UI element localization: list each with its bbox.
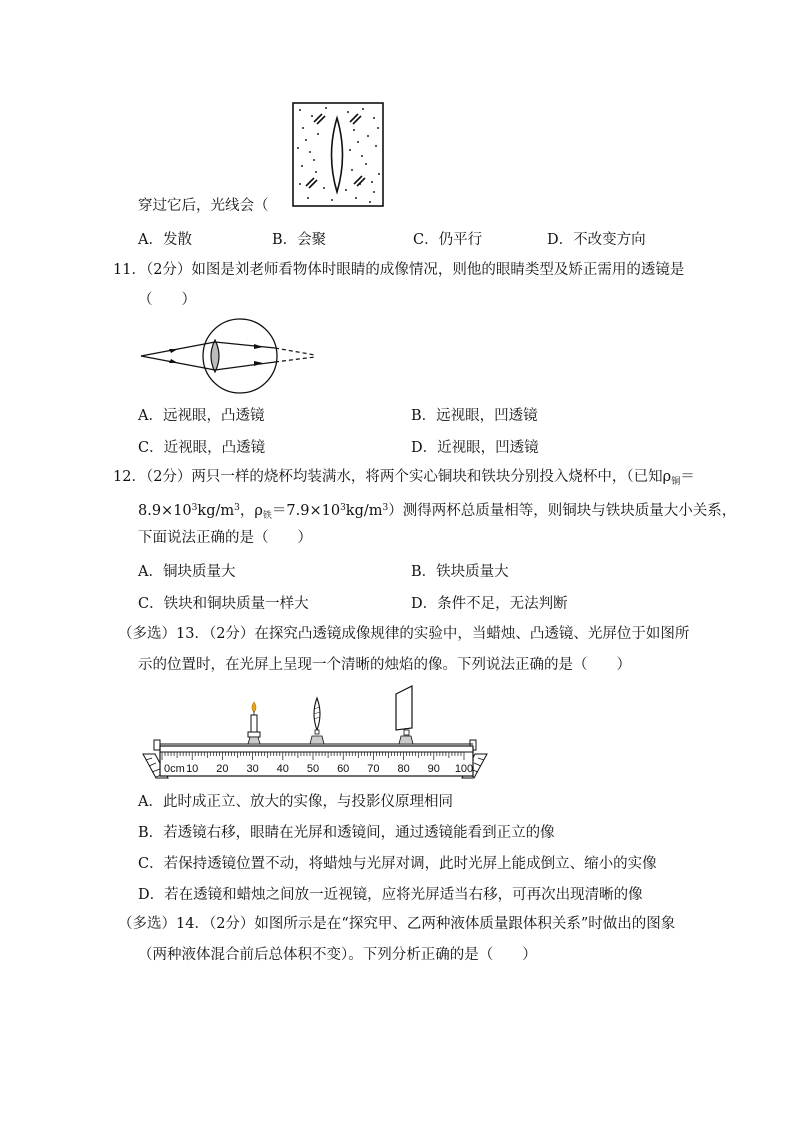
light-screen [396,686,413,744]
ruler-label: 0cm [164,763,185,775]
q12-option-a: A．铜块质量大 [138,564,236,580]
ruler-label: 50 [306,763,320,775]
q13-option-c: C．若保持透镜位置不动，将蜡烛与光屏对调，此时光屏上能成倒立、缩小的实像 [138,856,657,872]
q12-stem-line3: 下面说法正确的是（ ） [138,530,312,546]
q10-option-c: C．仍平行 [413,232,483,248]
q13-stem-line2: 示的位置时，在光屏上呈现一个清晰的烛焰的像。下列说法正确的是（ ） [138,657,631,673]
ruler-label: 60 [337,763,350,775]
ruler-label: 70 [367,763,380,775]
ruler-label: 40 [276,763,289,775]
q11-stem-line2: （ ） [138,292,196,308]
q10-option-b: B．会聚 [272,232,327,248]
candle [248,702,260,744]
ruler-label: 10 [186,763,199,775]
ruler-label: 100 [454,763,474,775]
convex-lens [310,698,324,744]
q10-option-a: A．发散 [138,232,192,248]
q12-stem-line2: $8.9\times 10^3kg/m^3$，$\rho_铁=7.9\times 10^3kg/m^3$）测得两杯总质量相等，则铜块与铁块质量大小关系， [138,503,737,521]
q10-option-d: D．不改变方向 [547,232,646,248]
ruler-label: 80 [397,763,410,775]
q12-option-d: D．条件不足，无法判断 [411,596,568,612]
ruler-label: 20 [216,763,229,775]
q11-option-a: A．远视眼，凸透镜 [138,408,265,424]
optical-bench-figure [140,684,496,784]
q13-option-b: B．若透镜右移，眼睛在光屏和透镜间，通过透镜能看到正立的像 [138,825,555,841]
q11-option-d: D．近视眼，凹透镜 [411,440,539,456]
q14-stem-line1: （多选）14．（2分）如图所示是在“探究甲、乙两种液体质量跟体积关系”时做出的图象 [118,916,676,932]
q11-option-b: B．远视眼，凹透镜 [411,408,538,424]
q14-stem-line2: （两种液体混合前后总体积不变）。下列分析正确的是（ ） [138,947,537,963]
lens-in-medium-figure [288,100,388,210]
q12-option-c: C．铁块和铜块质量一样大 [138,596,309,612]
eye-imaging-figure [138,316,320,400]
ruler-label: 30 [246,763,259,775]
q10-stem-tail: 穿过它后，光线会（ [138,198,269,214]
ruler-label: 90 [427,763,440,775]
q13-option-d: D．若在透镜和蜡烛之间放一近视镜，应将光屏适当右移，可再次出现清晰的像 [138,887,643,903]
q12-option-b: B．铁块质量大 [411,564,509,580]
q13-stem-line1: （多选）13．（2分）在探究凸透镜成像规律的实验中，当蜡烛、凸透镜、光屏位于如图所 [118,626,690,642]
q13-option-a: A．此时成正立、放大的实像，与投影仪原理相同 [138,794,453,810]
q11-option-c: C．近视眼，凸透镜 [138,440,266,456]
q12-stem-line1: 12．（2分）两只一样的烧杯均装满水，将两个实心铜块和铁块分别投入烧杯中，（已知$\rho_铜=$ [113,469,695,487]
q11-stem-line1: 11．（2分）如图是刘老师看物体时眼睛的成像情况，则他的眼睛类型及矫正需用的透镜是 [113,262,685,278]
